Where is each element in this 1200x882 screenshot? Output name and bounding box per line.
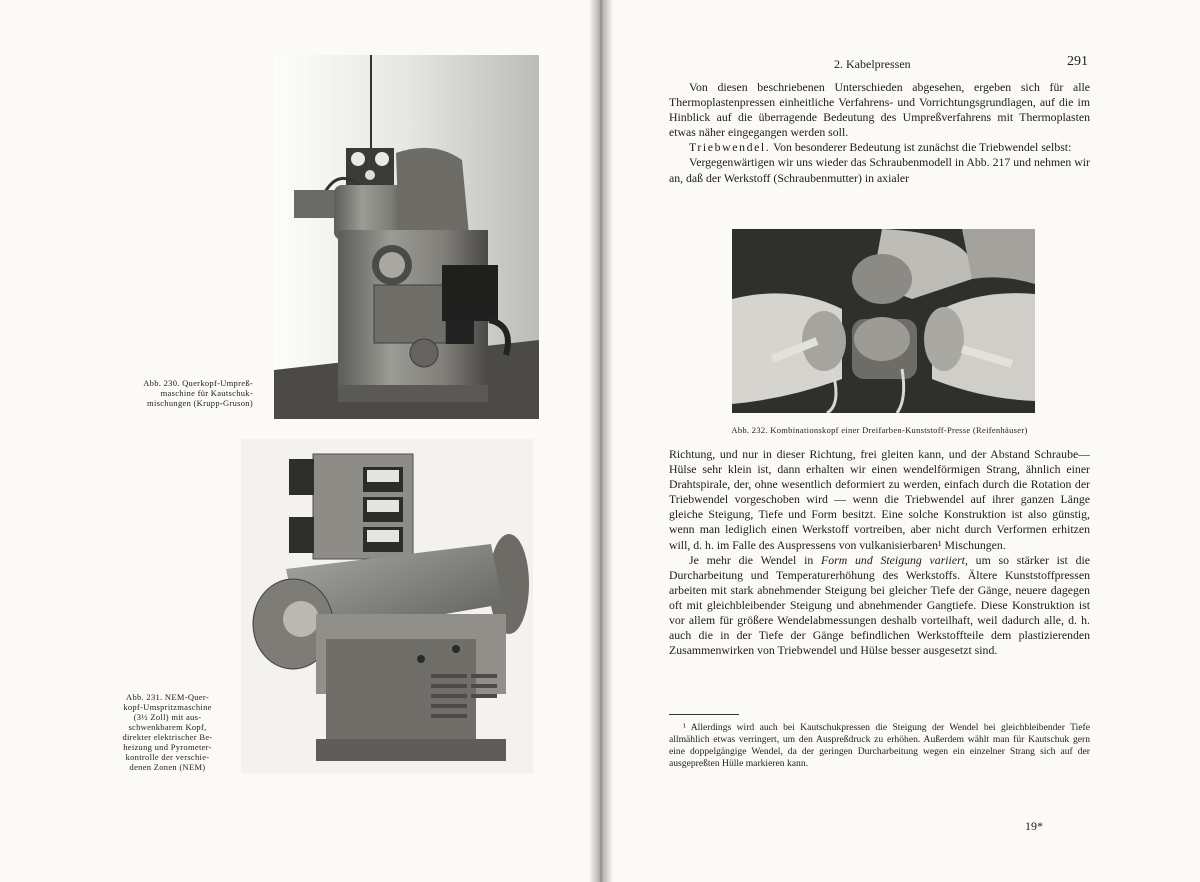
paragraph: Von diesen beschriebenen Unterschieden abgesehen, ergeben sich für alle Thermoplastenpressen einheitliche Verfahrens- und Vorrichtungsgrundlagen, auf die im Hinblick auf die überragende Bedeutung des Umpreßverfahrens mit Thermoplasten etwas näher eingegangen werden soll. (669, 80, 1090, 140)
figure-230-photo (274, 55, 539, 419)
figure-231-caption-line: Abb. 231. NEM-Quer- (126, 692, 209, 702)
emphasis: Form und Steigung variiert, (821, 552, 968, 567)
run-in-heading: Triebwendel. (689, 140, 771, 155)
figure-231-caption-line: (3½ Zoll) mit aus- (133, 712, 202, 722)
book-gutter (590, 0, 612, 882)
figure-231-caption (110, 692, 225, 772)
page-number: 291 (1067, 54, 1088, 69)
footnote-rule (669, 714, 739, 715)
figure-230-caption-line: Abb. 230. Querkopf-Umpreß- (143, 378, 253, 388)
paragraph: Vergegenwärtigen wir uns wieder das Schraubenmodell in Abb. 217 und nehmen wir an, daß der Werkstoff (Schraubenmutter) in axialer (669, 155, 1090, 185)
figure-232-caption: Abb. 232. Kombinationskopf einer Dreifarben-Kunststoff-Presse (Reifenhäuser) (731, 425, 1028, 435)
footnote (669, 722, 1090, 770)
paragraph-text: Von besonderer Bedeutung ist zunächst die Triebwendel selbst: (770, 140, 1072, 155)
figure-231-caption-line: denen Zonen (NEM) (129, 762, 206, 772)
running-header: 2. Kabelpressen (834, 57, 911, 71)
figure-230-caption-line: maschine für Kautschuk- (160, 388, 253, 398)
figure-230-caption (110, 378, 253, 408)
figure-231-photo (241, 439, 533, 773)
paragraph-text: um so stärker ist die Durcharbeitung und Temperaturerhöhung des Werkstoffs. Ältere Kunststoffpressen arbeiten mit stark abnehmender Steigung bei gleicher Tiefe der Gänge, neuere dagegen oft mit gleichbleibender Steigung und abnehmender Gangtiefe. Diese Konstruktion ist vor allem für größere Wendelabmessungen deshalb vorteilhaft, weil dadurch alle, d. h. auch die in der Tiefe der Gänge befindlichen Werkstoffteile dem plastizierenden Zusammenwirken von Triebwendel und Hülse besser ausgesetzt sind. (669, 552, 1090, 658)
printer-signature: 19* (1025, 819, 1043, 833)
figure-231-caption-line: kopf-Umspritzmaschine (123, 702, 212, 712)
figure-231-caption-line: kontrolle der verschie- (125, 752, 210, 762)
figure-231-caption-line: direkter elektrischer Be- (122, 732, 213, 742)
figure-231-caption-line: heizung und Pyrometer- (123, 742, 212, 752)
paragraph-text: Je mehr die Wendel in (689, 552, 822, 567)
paragraph (669, 140, 1090, 155)
figure-232-photo (732, 229, 1035, 413)
figure-231-caption-line: schwenkbarem Kopf, (128, 722, 207, 732)
body-text-bottom (669, 447, 1090, 658)
footnote-text: ¹ Allerdings wird auch bei Kautschukpressen die Steigung der Wendel bei gleichbleibender Tiefe allmählich etwas verringert, um den Auspreßdruck zu erhöhen. Außerdem wählt man für Kautschuk gern eine doppelgängige Wendel, da der geringen Durcharbeitung wegen ein einzelner Strang sich auf der ausgepreßten Hülle markieren kann. (669, 722, 1090, 770)
body-text-top (669, 80, 1090, 186)
paragraph (669, 553, 1090, 659)
figure-230-caption-line: mischungen (Krupp-Gruson) (147, 398, 253, 408)
paragraph: Richtung, und nur in dieser Richtung, frei gleiten kann, und der Abstand Schraube—Hülse sehr klein ist, dann erhalten wir einen wendelförmigen Strang, ähnlich einer Drahtspirale, der, ohne wesentlich deformiert zu werden, einfach durch die Rotation der Triebwendel vorgeschoben wird — wenn die Triebwendel auf ihrer ganzen Länge gleiche Steigung, Tiefe und Form besitzt. Eine solche Konstruktion ist also günstig, wenn man lediglich einen Werkstoff vortreiben, aber nicht durch Verformen erhitzen will, d. h. im Falle des Auspressens von vulkanisierbaren¹ Mischungen. (669, 447, 1090, 552)
